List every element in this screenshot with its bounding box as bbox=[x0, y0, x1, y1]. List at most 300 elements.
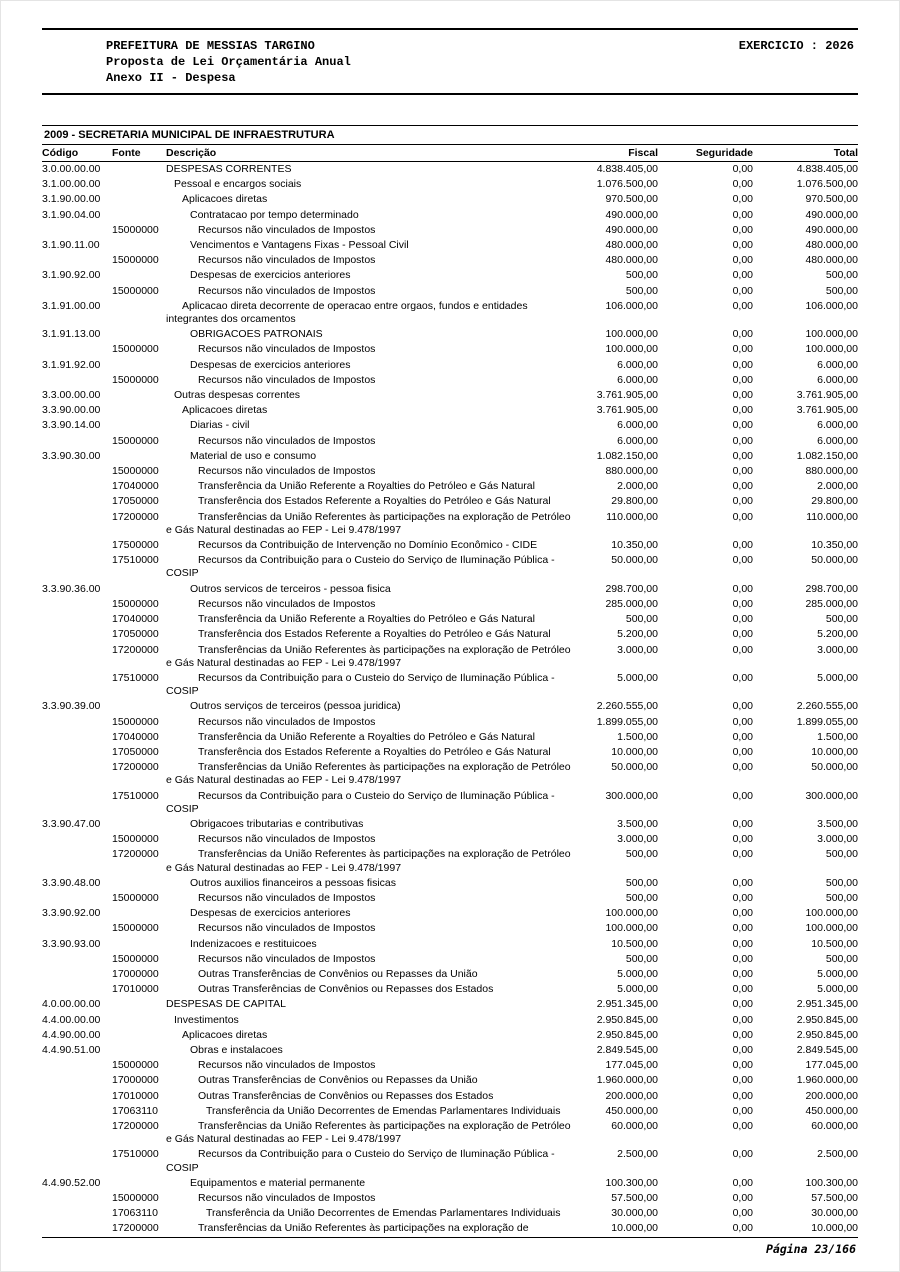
row-codigo: 3.3.90.36.00 bbox=[42, 582, 101, 595]
row-total: 29.800,00 bbox=[811, 495, 858, 508]
row-total: 3.500,00 bbox=[817, 817, 858, 830]
row-seguridade: 0,00 bbox=[732, 983, 753, 996]
row-descricao: Transferências da União Referentes às participações na exploração de bbox=[198, 1222, 529, 1235]
row-seguridade: 0,00 bbox=[732, 328, 753, 341]
row-codigo bbox=[42, 373, 112, 388]
row-total: 500,00 bbox=[825, 269, 858, 282]
row-descricao: Recursos não vinculados de Impostos bbox=[198, 465, 376, 478]
row-fiscal: 10.000,00 bbox=[611, 1222, 658, 1235]
row-total: 285.000,00 bbox=[805, 597, 858, 610]
table-row bbox=[42, 464, 858, 479]
row-descricao: Recursos não vinculados de Impostos bbox=[198, 343, 376, 356]
row-fiscal: 500,00 bbox=[625, 613, 658, 626]
row-seguridade: 0,00 bbox=[732, 628, 753, 641]
row-fonte: 15000000 bbox=[112, 1192, 159, 1205]
row-total: 490.000,00 bbox=[805, 208, 858, 221]
row-codigo bbox=[42, 538, 112, 553]
row-fiscal: 6.000,00 bbox=[617, 358, 658, 371]
row-total: 57.500,00 bbox=[811, 1192, 858, 1205]
table-row bbox=[42, 937, 858, 952]
row-total: 6.000,00 bbox=[817, 358, 858, 371]
row-fiscal: 110.000,00 bbox=[606, 510, 658, 523]
row-fonte: 17200000 bbox=[112, 1120, 159, 1132]
page-footer bbox=[766, 1242, 856, 1256]
row-codigo bbox=[42, 510, 112, 538]
row-seguridade: 0,00 bbox=[732, 643, 753, 656]
table-row bbox=[42, 449, 858, 464]
row-seguridade: 0,00 bbox=[732, 597, 753, 610]
row-fiscal: 490.000,00 bbox=[605, 208, 658, 221]
row-codigo bbox=[42, 745, 112, 760]
row-seguridade: 0,00 bbox=[732, 389, 753, 402]
row-total: 10.000,00 bbox=[811, 745, 858, 758]
row-seguridade: 0,00 bbox=[732, 1059, 753, 1072]
row-fiscal: 4.838.405,00 bbox=[596, 163, 658, 175]
table-row bbox=[42, 479, 858, 494]
table-row bbox=[42, 789, 858, 817]
table-row bbox=[42, 1176, 858, 1191]
row-total: 5.000,00 bbox=[817, 983, 858, 996]
row-codigo bbox=[42, 479, 112, 494]
row-fiscal: 3.500,00 bbox=[617, 817, 658, 830]
row-codigo: 3.3.90.48.00 bbox=[42, 876, 101, 889]
table-row bbox=[42, 832, 858, 847]
row-descricao: DESPESAS DE CAPITAL bbox=[166, 998, 287, 1011]
table-row bbox=[42, 876, 858, 891]
row-descricao: Transferências da União Referentes às participações na exploração de Petróleo e Gás Natural destinadas ao FEP - Lei 9.478/1997 bbox=[166, 1120, 571, 1146]
row-fiscal: 177.045,00 bbox=[605, 1059, 658, 1072]
row-total: 5.000,00 bbox=[817, 967, 858, 980]
row-fiscal: 100.300,00 bbox=[605, 1176, 658, 1189]
row-total: 110.000,00 bbox=[806, 510, 858, 523]
row-total: 2.951.345,00 bbox=[796, 998, 858, 1011]
row-total: 60.000,00 bbox=[811, 1120, 858, 1132]
table-row bbox=[42, 403, 858, 418]
row-fonte: 15000000 bbox=[112, 254, 159, 267]
table-row bbox=[42, 643, 858, 671]
row-total: 100.000,00 bbox=[805, 922, 858, 935]
table-row bbox=[42, 760, 858, 788]
row-total: 298.700,00 bbox=[805, 582, 858, 595]
row-fiscal: 10.000,00 bbox=[611, 745, 658, 758]
row-total: 1.076.500,00 bbox=[796, 178, 858, 191]
row-descricao: Despesas de exercicios anteriores bbox=[190, 269, 351, 282]
row-total: 5.000,00 bbox=[817, 671, 858, 684]
table-row bbox=[42, 327, 858, 342]
col-header-fonte: Fonte bbox=[112, 145, 166, 162]
row-codigo bbox=[42, 891, 112, 906]
row-codigo bbox=[42, 223, 112, 238]
row-codigo: 3.3.90.93.00 bbox=[42, 937, 101, 950]
row-total: 4.838.405,00 bbox=[796, 163, 858, 175]
row-codigo: 4.4.00.00.00 bbox=[42, 1013, 101, 1026]
table-row bbox=[42, 434, 858, 449]
row-codigo bbox=[42, 553, 112, 581]
row-seguridade: 0,00 bbox=[732, 1176, 753, 1189]
table-row bbox=[42, 373, 858, 388]
row-descricao: Recursos não vinculados de Impostos bbox=[198, 223, 376, 236]
row-descricao: Outros auxilios financeiros a pessoas fisicas bbox=[190, 876, 397, 889]
row-fonte: 17200000 bbox=[112, 761, 159, 774]
row-total: 6.000,00 bbox=[817, 419, 858, 432]
row-fiscal: 2.849.545,00 bbox=[596, 1043, 658, 1056]
row-codigo bbox=[42, 1104, 112, 1119]
row-seguridade: 0,00 bbox=[732, 967, 753, 980]
row-total: 200.000,00 bbox=[805, 1089, 858, 1102]
row-seguridade: 0,00 bbox=[732, 891, 753, 904]
row-fiscal: 10.500,00 bbox=[611, 937, 658, 950]
row-descricao: Pessoal e encargos sociais bbox=[174, 178, 302, 191]
row-codigo: 3.1.00.00.00 bbox=[42, 178, 101, 191]
row-descricao: Contratacao por tempo determinado bbox=[190, 208, 359, 221]
row-seguridade: 0,00 bbox=[732, 480, 753, 493]
row-fiscal: 6.000,00 bbox=[617, 434, 658, 447]
row-descricao: Transferência dos Estados Referente a Royalties do Petróleo e Gás Natural bbox=[198, 628, 551, 641]
row-codigo: 3.3.90.39.00 bbox=[42, 700, 101, 713]
row-descricao: Transferências da União Referentes às participações na exploração de Petróleo e Gás Natural destinadas ao FEP - Lei 9.478/1997 bbox=[166, 510, 571, 536]
row-total: 3.761.905,00 bbox=[796, 404, 858, 417]
row-fiscal: 100.000,00 bbox=[605, 328, 658, 341]
row-fiscal: 880.000,00 bbox=[605, 465, 658, 478]
row-descricao: Outros serviços de terceiros (pessoa juridica) bbox=[190, 700, 401, 713]
table-row bbox=[42, 627, 858, 642]
row-total: 500,00 bbox=[825, 952, 858, 965]
row-fiscal: 500,00 bbox=[625, 952, 658, 965]
row-fonte bbox=[112, 388, 166, 403]
exercise-label: EXERCICIO : 2026 bbox=[738, 39, 854, 53]
table-row bbox=[42, 268, 858, 283]
row-descricao: Transferência da União Referente a Royalties do Petróleo e Gás Natural bbox=[198, 480, 535, 493]
row-fonte: 17510000 bbox=[112, 554, 159, 567]
row-fiscal: 2.951.345,00 bbox=[596, 998, 658, 1011]
row-codigo bbox=[42, 671, 112, 699]
row-fiscal: 50.000,00 bbox=[611, 554, 658, 567]
row-codigo: 4.4.90.52.00 bbox=[42, 1176, 101, 1189]
row-descricao: Diarias - civil bbox=[190, 419, 250, 432]
row-seguridade: 0,00 bbox=[732, 1074, 753, 1087]
row-total: 100.000,00 bbox=[805, 907, 858, 920]
entity-name: PREFEITURA DE MESSIAS TARGINO bbox=[106, 39, 315, 53]
row-codigo bbox=[42, 715, 112, 730]
table-row bbox=[42, 494, 858, 509]
row-codigo: 3.3.90.30.00 bbox=[42, 449, 101, 462]
row-fonte: 15000000 bbox=[112, 1059, 159, 1072]
row-seguridade: 0,00 bbox=[732, 1043, 753, 1056]
row-fonte bbox=[112, 1028, 166, 1043]
row-fonte: 15000000 bbox=[112, 952, 159, 965]
row-seguridade: 0,00 bbox=[732, 239, 753, 252]
row-codigo bbox=[42, 952, 112, 967]
row-fiscal: 50.000,00 bbox=[611, 761, 658, 774]
budget-table bbox=[42, 144, 858, 1238]
table-row bbox=[42, 582, 858, 597]
row-fiscal: 5.000,00 bbox=[617, 671, 658, 684]
row-descricao: Recursos não vinculados de Impostos bbox=[198, 1192, 376, 1205]
row-seguridade: 0,00 bbox=[732, 582, 753, 595]
row-codigo bbox=[42, 1221, 112, 1237]
row-seguridade: 0,00 bbox=[732, 789, 753, 802]
row-descricao: Transferência da União Decorrentes de Emendas Parlamentares Individuais bbox=[206, 1207, 561, 1220]
row-total: 480.000,00 bbox=[805, 254, 858, 267]
row-seguridade: 0,00 bbox=[732, 848, 753, 861]
row-fonte bbox=[112, 906, 166, 921]
row-codigo bbox=[42, 643, 112, 671]
row-descricao: Recursos não vinculados de Impostos bbox=[198, 833, 376, 846]
row-fonte bbox=[112, 699, 166, 714]
row-seguridade: 0,00 bbox=[732, 715, 753, 728]
row-total: 2.950.845,00 bbox=[796, 1013, 858, 1026]
row-codigo bbox=[42, 789, 112, 817]
row-codigo: 4.4.90.00.00 bbox=[42, 1028, 101, 1041]
row-codigo bbox=[42, 967, 112, 982]
row-seguridade: 0,00 bbox=[732, 1013, 753, 1026]
row-seguridade: 0,00 bbox=[732, 998, 753, 1011]
page-number: Página 23/166 bbox=[765, 1242, 856, 1256]
row-fiscal: 2.950.845,00 bbox=[596, 1013, 658, 1026]
row-total: 5.200,00 bbox=[817, 628, 858, 641]
row-codigo bbox=[42, 342, 112, 357]
row-fiscal: 1.500,00 bbox=[617, 730, 658, 743]
row-total: 970.500,00 bbox=[805, 193, 858, 206]
row-codigo: 3.1.90.11.00 bbox=[42, 239, 100, 252]
row-seguridade: 0,00 bbox=[732, 495, 753, 508]
table-row bbox=[42, 612, 858, 627]
row-descricao: Obras e instalacoes bbox=[190, 1043, 283, 1056]
row-seguridade: 0,00 bbox=[732, 1192, 753, 1205]
table-row bbox=[42, 906, 858, 921]
row-codigo bbox=[42, 464, 112, 479]
table-row bbox=[42, 192, 858, 207]
row-fonte bbox=[112, 876, 166, 891]
row-fiscal: 500,00 bbox=[625, 269, 658, 282]
row-fonte bbox=[112, 208, 166, 223]
document-header bbox=[42, 30, 858, 93]
table-row bbox=[42, 847, 858, 875]
row-seguridade: 0,00 bbox=[732, 419, 753, 432]
row-fonte: 17200000 bbox=[112, 510, 159, 523]
row-fiscal: 500,00 bbox=[625, 284, 658, 297]
row-descricao: Investimentos bbox=[174, 1013, 239, 1026]
row-fonte bbox=[112, 582, 166, 597]
table-row bbox=[42, 730, 858, 745]
row-descricao: Aplicacao direta decorrente de operacao entre orgaos, fundos e entidades integrantes dos orcamentos bbox=[166, 299, 528, 326]
row-fiscal: 500,00 bbox=[625, 876, 658, 889]
row-total: 500,00 bbox=[825, 891, 858, 904]
row-seguridade: 0,00 bbox=[732, 745, 753, 758]
row-total: 100.300,00 bbox=[805, 1176, 858, 1189]
row-fiscal: 30.000,00 bbox=[611, 1207, 658, 1220]
row-total: 100.000,00 bbox=[805, 343, 858, 356]
row-seguridade: 0,00 bbox=[732, 449, 753, 462]
row-total: 490.000,00 bbox=[805, 223, 858, 236]
row-codigo: 3.3.90.00.00 bbox=[42, 404, 101, 417]
row-total: 500,00 bbox=[825, 876, 858, 889]
row-fonte: 15000000 bbox=[112, 343, 159, 356]
table-row bbox=[42, 921, 858, 936]
row-total: 500,00 bbox=[825, 613, 858, 626]
row-total: 1.899.055,00 bbox=[796, 715, 858, 728]
row-fonte: 17510000 bbox=[112, 671, 159, 684]
row-descricao: Recursos não vinculados de Impostos bbox=[198, 434, 376, 447]
row-total: 3.761.905,00 bbox=[796, 389, 858, 402]
col-header-codigo: Código bbox=[42, 145, 112, 162]
row-total: 2.500,00 bbox=[817, 1148, 858, 1161]
row-fonte: 15000000 bbox=[112, 434, 159, 447]
row-fiscal: 1.899.055,00 bbox=[596, 715, 658, 728]
row-fonte: 17010000 bbox=[112, 1089, 159, 1102]
row-fiscal: 1.960.000,00 bbox=[596, 1074, 658, 1087]
row-fonte: 17063110 bbox=[112, 1207, 158, 1220]
table-row bbox=[42, 538, 858, 553]
row-total: 10.500,00 bbox=[811, 937, 858, 950]
row-descricao: OBRIGACOES PATRONAIS bbox=[190, 328, 323, 341]
row-codigo: 3.1.90.92.00 bbox=[42, 269, 101, 282]
row-codigo: 3.0.00.00.00 bbox=[42, 163, 101, 175]
row-seguridade: 0,00 bbox=[732, 833, 753, 846]
row-codigo: 4.0.00.00.00 bbox=[42, 998, 101, 1011]
row-total: 10.350,00 bbox=[811, 539, 858, 552]
table-row bbox=[42, 1104, 858, 1119]
row-fonte: 15000000 bbox=[112, 223, 159, 236]
row-descricao: Vencimentos e Vantagens Fixas - Pessoal Civil bbox=[190, 239, 409, 252]
row-fonte: 17500000 bbox=[112, 539, 159, 552]
row-fonte bbox=[112, 299, 166, 327]
row-seguridade: 0,00 bbox=[732, 373, 753, 386]
row-fonte bbox=[112, 1043, 166, 1058]
row-codigo: 3.1.90.04.00 bbox=[42, 208, 101, 221]
row-fonte bbox=[112, 817, 166, 832]
table-row bbox=[42, 1043, 858, 1058]
row-codigo bbox=[42, 434, 112, 449]
col-header-descricao: Descrição bbox=[166, 145, 578, 162]
row-codigo bbox=[42, 847, 112, 875]
table-row bbox=[42, 699, 858, 714]
table-row bbox=[42, 388, 858, 403]
row-fonte: 15000000 bbox=[112, 284, 159, 297]
row-seguridade: 0,00 bbox=[732, 284, 753, 297]
table-row bbox=[42, 418, 858, 433]
row-fiscal: 6.000,00 bbox=[617, 373, 658, 386]
row-seguridade: 0,00 bbox=[732, 613, 753, 626]
row-total: 177.045,00 bbox=[805, 1059, 858, 1072]
row-fonte bbox=[112, 192, 166, 207]
row-fiscal: 5.200,00 bbox=[617, 628, 658, 641]
row-total: 6.000,00 bbox=[817, 373, 858, 386]
row-descricao: Recursos não vinculados de Impostos bbox=[198, 1059, 376, 1072]
row-descricao: Transferência da União Referente a Royalties do Petróleo e Gás Natural bbox=[198, 613, 535, 626]
row-seguridade: 0,00 bbox=[732, 907, 753, 920]
row-fiscal: 2.000,00 bbox=[617, 480, 658, 493]
table-row bbox=[42, 284, 858, 299]
row-fiscal: 3.761.905,00 bbox=[596, 389, 658, 402]
row-seguridade: 0,00 bbox=[732, 1104, 753, 1117]
row-descricao: Transferências da União Referentes às participações na exploração de Petróleo e Gás Natural destinadas ao FEP - Lei 9.478/1997 bbox=[166, 848, 571, 874]
row-total: 1.500,00 bbox=[817, 730, 858, 743]
row-total: 500,00 bbox=[825, 284, 858, 297]
row-codigo bbox=[42, 1089, 112, 1104]
row-total: 106.000,00 bbox=[805, 299, 858, 312]
row-fonte: 17050000 bbox=[112, 745, 159, 758]
table-row bbox=[42, 671, 858, 699]
row-fiscal: 10.350,00 bbox=[611, 539, 658, 552]
row-fonte: 15000000 bbox=[112, 715, 159, 728]
table-row bbox=[42, 952, 858, 967]
row-descricao: Recursos da Contribuição para o Custeio do Serviço de Iluminação Pública - COSIP bbox=[166, 554, 555, 580]
row-descricao: Aplicacoes diretas bbox=[182, 1028, 268, 1041]
row-seguridade: 0,00 bbox=[732, 876, 753, 889]
row-descricao: Recursos não vinculados de Impostos bbox=[198, 597, 376, 610]
row-fonte: 17200000 bbox=[112, 643, 159, 656]
budget-section bbox=[42, 125, 858, 1238]
row-fonte: 15000000 bbox=[112, 373, 159, 386]
row-fiscal: 490.000,00 bbox=[605, 223, 658, 236]
row-fonte: 17200000 bbox=[112, 848, 159, 861]
row-fonte: 17000000 bbox=[112, 1074, 159, 1087]
row-fonte bbox=[112, 937, 166, 952]
row-total: 3.000,00 bbox=[817, 833, 858, 846]
row-descricao: Recursos não vinculados de Impostos bbox=[198, 254, 376, 267]
row-total: 30.000,00 bbox=[811, 1207, 858, 1220]
row-fiscal: 6.000,00 bbox=[617, 419, 658, 432]
row-codigo bbox=[42, 1147, 112, 1175]
row-fiscal: 480.000,00 bbox=[605, 239, 658, 252]
annex-label: Anexo II - Despesa bbox=[106, 71, 236, 85]
row-seguridade: 0,00 bbox=[732, 1120, 753, 1132]
row-seguridade: 0,00 bbox=[732, 434, 753, 447]
row-descricao: Material de uso e consumo bbox=[190, 449, 317, 462]
row-total: 480.000,00 bbox=[805, 239, 858, 252]
row-descricao: Outras Transferências de Convênios ou Repasses da União bbox=[198, 967, 478, 980]
row-codigo bbox=[42, 1206, 112, 1221]
row-descricao: Outras despesas correntes bbox=[174, 389, 301, 402]
row-fonte: 17050000 bbox=[112, 495, 159, 508]
row-fonte: 17063110 bbox=[112, 1104, 158, 1117]
row-seguridade: 0,00 bbox=[732, 1028, 753, 1041]
row-total: 1.960.000,00 bbox=[796, 1074, 858, 1087]
row-seguridade: 0,00 bbox=[732, 208, 753, 221]
row-descricao: Transferência da União Referente a Royalties do Petróleo e Gás Natural bbox=[198, 730, 535, 743]
row-seguridade: 0,00 bbox=[732, 358, 753, 371]
row-seguridade: 0,00 bbox=[732, 700, 753, 713]
row-fonte: 17010000 bbox=[112, 983, 159, 996]
row-fonte bbox=[112, 418, 166, 433]
row-fiscal: 200.000,00 bbox=[605, 1089, 658, 1102]
row-total: 10.000,00 bbox=[811, 1222, 858, 1235]
row-codigo bbox=[42, 1058, 112, 1073]
row-seguridade: 0,00 bbox=[732, 299, 753, 312]
row-codigo: 4.4.90.51.00 bbox=[42, 1043, 101, 1056]
row-seguridade: 0,00 bbox=[732, 730, 753, 743]
row-seguridade: 0,00 bbox=[732, 404, 753, 417]
row-fiscal: 970.500,00 bbox=[605, 193, 658, 206]
row-descricao: Outras Transferências de Convênios ou Repasses dos Estados bbox=[198, 983, 494, 996]
col-header-total: Total bbox=[753, 145, 858, 162]
table-row bbox=[42, 208, 858, 223]
budget-table-body bbox=[42, 162, 858, 1238]
row-seguridade: 0,00 bbox=[732, 1089, 753, 1102]
row-total: 2.000,00 bbox=[817, 480, 858, 493]
row-descricao: Recursos não vinculados de Impostos bbox=[198, 715, 376, 728]
row-fiscal: 57.500,00 bbox=[611, 1192, 658, 1205]
row-codigo bbox=[42, 1191, 112, 1206]
row-descricao: Recursos da Contribuição para o Custeio do Serviço de Iluminação Pública - COSIP bbox=[166, 1148, 555, 1174]
table-row bbox=[42, 342, 858, 357]
row-descricao: Outras Transferências de Convênios ou Repasses dos Estados bbox=[198, 1089, 494, 1102]
row-fonte: 15000000 bbox=[112, 597, 159, 610]
document-title: Proposta de Lei Orçamentária Anual bbox=[106, 55, 351, 69]
row-fonte: 15000000 bbox=[112, 922, 159, 935]
row-fonte: 15000000 bbox=[112, 833, 159, 846]
